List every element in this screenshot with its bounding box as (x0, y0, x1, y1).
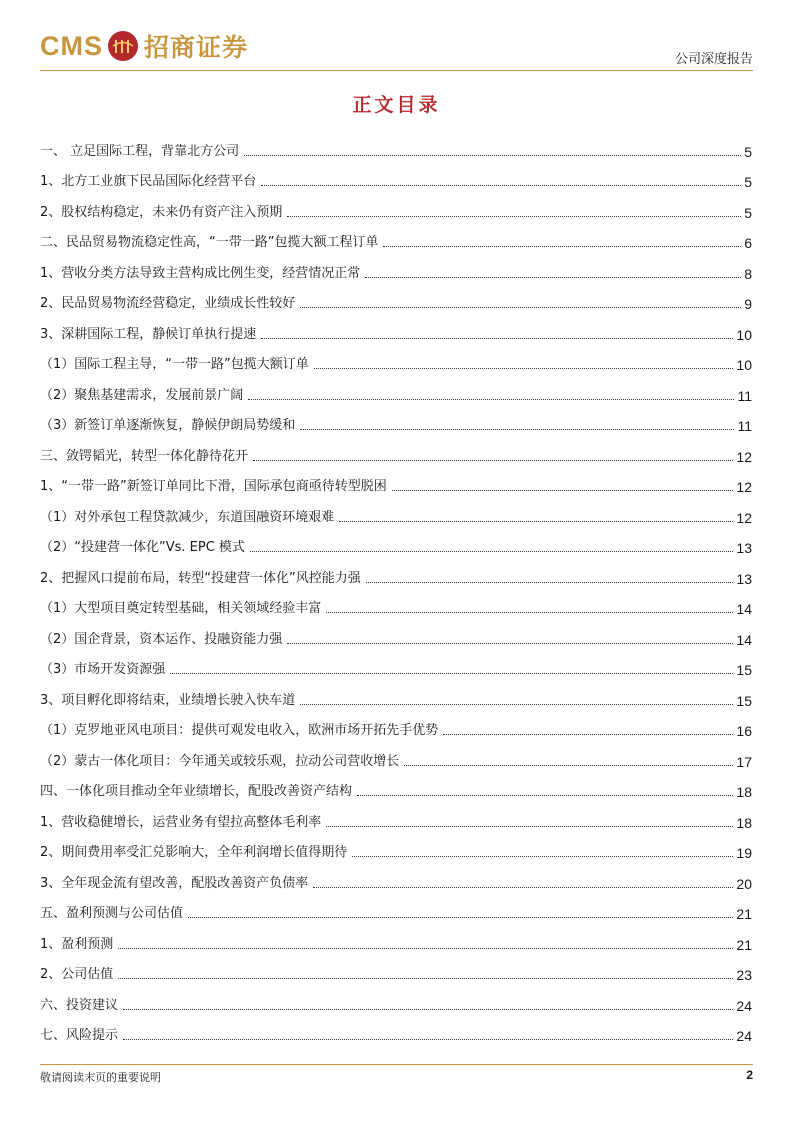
toc-entry[interactable] (40, 801, 752, 832)
toc-entry[interactable] (40, 893, 752, 924)
toc-leader-dots (404, 765, 733, 766)
toc-entry[interactable] (40, 496, 752, 527)
toc-entry-page: 5 (744, 174, 752, 190)
toc-leader-dots (300, 704, 733, 705)
toc-entry-page: 12 (736, 448, 752, 465)
toc-entry-title: （1）国际工程主导，“一带一路”包揽大额订单 (40, 357, 309, 372)
toc-entry-page: 9 (744, 296, 752, 312)
toc-leader-dots (253, 460, 733, 461)
toc-entry-page: 21 (736, 936, 752, 953)
toc-entry-title: 3、项目孵化即将结束，业绩增长驶入快车道 (40, 692, 296, 708)
toc-entry[interactable] (40, 527, 752, 558)
toc-leader-dots (326, 612, 733, 613)
toc-entry-page: 20 (736, 875, 752, 892)
toc-entry[interactable] (40, 1015, 752, 1046)
toc-entry-page: 18 (736, 814, 752, 831)
logo-cms-text: CMS (40, 30, 103, 61)
toc-entry-page: 10 (736, 357, 752, 373)
toc-entry-title: 1、营收分类方法导致主营构成比例生变，经营情况正常 (40, 265, 361, 281)
toc-leader-dots (123, 1009, 733, 1010)
toc-entry-title: 二、民品贸易物流稳定性高，“一带一路”包揽大额工程订单 (40, 235, 379, 250)
toc-leader-dots (244, 155, 741, 156)
toc-leader-dots (357, 795, 733, 796)
toc-entry[interactable] (40, 771, 752, 802)
toc-entry-page: 18 (736, 784, 752, 800)
toc-entry[interactable] (40, 923, 752, 954)
toc-entry-title: 3、全年现金流有望改善，配股改善资产负债率 (40, 875, 309, 891)
toc-entry[interactable] (40, 191, 752, 222)
toc-entry-title: 七、风险提示 (40, 1028, 119, 1043)
toc-entry-title: 3、深耕国际工程，静候订单执行提速 (40, 326, 257, 342)
toc-entry[interactable] (40, 344, 752, 375)
table-of-contents (40, 130, 752, 1045)
toc-entry-page: 19 (736, 845, 752, 861)
toc-entry-title: 2、期间费用率受汇兑影响大，全年利润增长值得期待 (40, 845, 348, 860)
toc-entry[interactable] (40, 984, 752, 1015)
toc-entry-title: 2、公司估值 (40, 967, 114, 982)
toc-entry-page: 12 (736, 479, 752, 495)
toc-leader-dots (287, 643, 733, 644)
toc-entry-page: 13 (736, 570, 752, 587)
toc-entry-page: 24 (736, 997, 752, 1014)
toc-entry-title: 2、把握风口提前布局，转型“投建营一体化”风控能力强 (40, 570, 361, 586)
toc-entry-title: 2、民品贸易物流经营稳定，业绩成长性较好 (40, 296, 296, 311)
toc-entry-page: 16 (736, 723, 752, 739)
toc-entry[interactable] (40, 740, 752, 771)
toc-entry-title: 1、盈利预测 (40, 936, 114, 952)
toc-leader-dots (118, 948, 733, 949)
toc-leader-dots (366, 582, 734, 583)
toc-entry-title: 一、 立足国际工程，背靠北方公司 (40, 143, 240, 159)
page-header (40, 22, 753, 70)
toc-leader-dots (287, 216, 741, 217)
toc-entry-title: 五、盈利预测与公司估值 (40, 906, 184, 921)
toc-leader-dots (392, 490, 734, 491)
logo-company-name: 招商证券 (144, 33, 249, 62)
toc-leader-dots (300, 307, 741, 308)
toc-entry-page: 23 (736, 967, 752, 983)
toc-leader-dots (261, 185, 741, 186)
footer-divider (40, 1064, 753, 1065)
toc-entry-title: （1）大型项目奠定转型基础，相关领域经验丰富 (40, 601, 322, 616)
toc-entry-page: 14 (736, 601, 752, 617)
toc-leader-dots (326, 826, 733, 827)
toc-entry-page: 6 (744, 235, 752, 251)
toc-entry-title: 三、敛锷韬光，转型一体化静待花开 (40, 448, 249, 464)
toc-entry-page: 14 (736, 631, 752, 648)
toc-entry[interactable] (40, 222, 752, 253)
toc-leader-dots (339, 521, 733, 522)
toc-entry-title: （3）市场开发资源强 (40, 662, 166, 677)
toc-entry-title: （2）国企背景，资本运作、投融资能力强 (40, 631, 283, 647)
toc-entry[interactable] (40, 557, 752, 588)
toc-leader-dots (443, 734, 733, 735)
toc-entry-title: 六、投资建议 (40, 997, 119, 1013)
toc-leader-dots (261, 338, 733, 339)
toc-entry-page: 12 (736, 509, 752, 526)
toc-entry[interactable] (40, 130, 752, 161)
toc-leader-dots (250, 551, 733, 552)
logo-seal-icon (108, 31, 138, 61)
toc-entry[interactable] (40, 313, 752, 344)
toc-entry[interactable] (40, 862, 752, 893)
toc-entry[interactable] (40, 832, 752, 863)
toc-entry-page: 17 (736, 753, 752, 770)
toc-entry-page: 24 (736, 1028, 752, 1044)
toc-entry-page: 5 (744, 204, 752, 221)
toc-leader-dots (352, 856, 733, 857)
toc-entry-title: 四、一体化项目推动全年业绩增长，配股改善资产结构 (40, 784, 353, 799)
toc-entry-title: （2）“投建营一体化”Vs. EPC 模式 (40, 540, 245, 555)
toc-entry[interactable] (40, 252, 752, 283)
page-number: 2 (746, 1068, 753, 1082)
toc-entry-page: 13 (736, 540, 752, 556)
toc-entry[interactable] (40, 405, 752, 436)
toc-entry-title: 1、北方工业旗下民品国际化经营平台 (40, 174, 257, 189)
toc-entry-title: （1）克罗地亚风电项目：提供可观发电收入，欧洲市场开拓先手优势 (40, 723, 439, 738)
toc-leader-dots (313, 887, 733, 888)
toc-leader-dots (118, 978, 733, 979)
toc-entry-title: 2、股权结构稳定，未来仍有资产注入预期 (40, 204, 283, 220)
toc-entry-page: 15 (736, 692, 752, 709)
toc-entry[interactable] (40, 466, 752, 497)
toc-leader-dots (300, 429, 734, 430)
toc-entry[interactable] (40, 679, 752, 710)
toc-entry-page: 21 (736, 906, 752, 922)
toc-entry[interactable] (40, 283, 752, 314)
toc-entry[interactable] (40, 618, 752, 649)
header-divider (40, 70, 753, 71)
footer-disclaimer: 敬请阅读末页的重要说明 (40, 1071, 161, 1084)
toc-entry-page: 11 (737, 418, 752, 434)
toc-entry[interactable] (40, 588, 752, 619)
toc-leader-dots (188, 917, 733, 918)
toc-leader-dots (248, 399, 734, 400)
toc-entry-page: 11 (737, 387, 752, 404)
company-logo (40, 28, 248, 64)
toc-entry-title: （3）新签订单逐渐恢复，静候伊朗局势缓和 (40, 418, 296, 433)
toc-entry[interactable] (40, 374, 752, 405)
toc-entry-page: 10 (736, 326, 752, 343)
toc-entry[interactable] (40, 710, 752, 741)
toc-entry-page: 5 (744, 143, 752, 160)
toc-leader-dots (123, 1039, 733, 1040)
toc-entry-title: （2）聚焦基建需求，发展前景广阔 (40, 387, 244, 403)
page-title: 正文目录 (352, 94, 441, 116)
toc-entry-title: （2）蒙古一体化项目：今年通关或较乐观，拉动公司营收增长 (40, 753, 400, 769)
report-type-label: 公司深度报告 (674, 52, 753, 67)
toc-leader-dots (383, 246, 741, 247)
toc-entry-page: 8 (744, 265, 752, 282)
toc-entry-title: （1）对外承包工程贷款减少，东道国融资环境艰难 (40, 509, 335, 525)
toc-entry-title: 1、“一带一路”新签订单同比下滑，国际承包商亟待转型脱困 (40, 479, 387, 494)
toc-leader-dots (365, 277, 741, 278)
toc-entry-title: 1、营收稳健增长，运营业务有望拉高整体毛利率 (40, 814, 322, 830)
toc-entry[interactable] (40, 435, 752, 466)
toc-leader-dots (170, 673, 733, 674)
toc-leader-dots (314, 368, 734, 369)
toc-entry[interactable] (40, 161, 752, 192)
toc-entry[interactable] (40, 649, 752, 680)
toc-entry[interactable] (40, 954, 752, 985)
toc-entry-page: 15 (736, 662, 752, 678)
